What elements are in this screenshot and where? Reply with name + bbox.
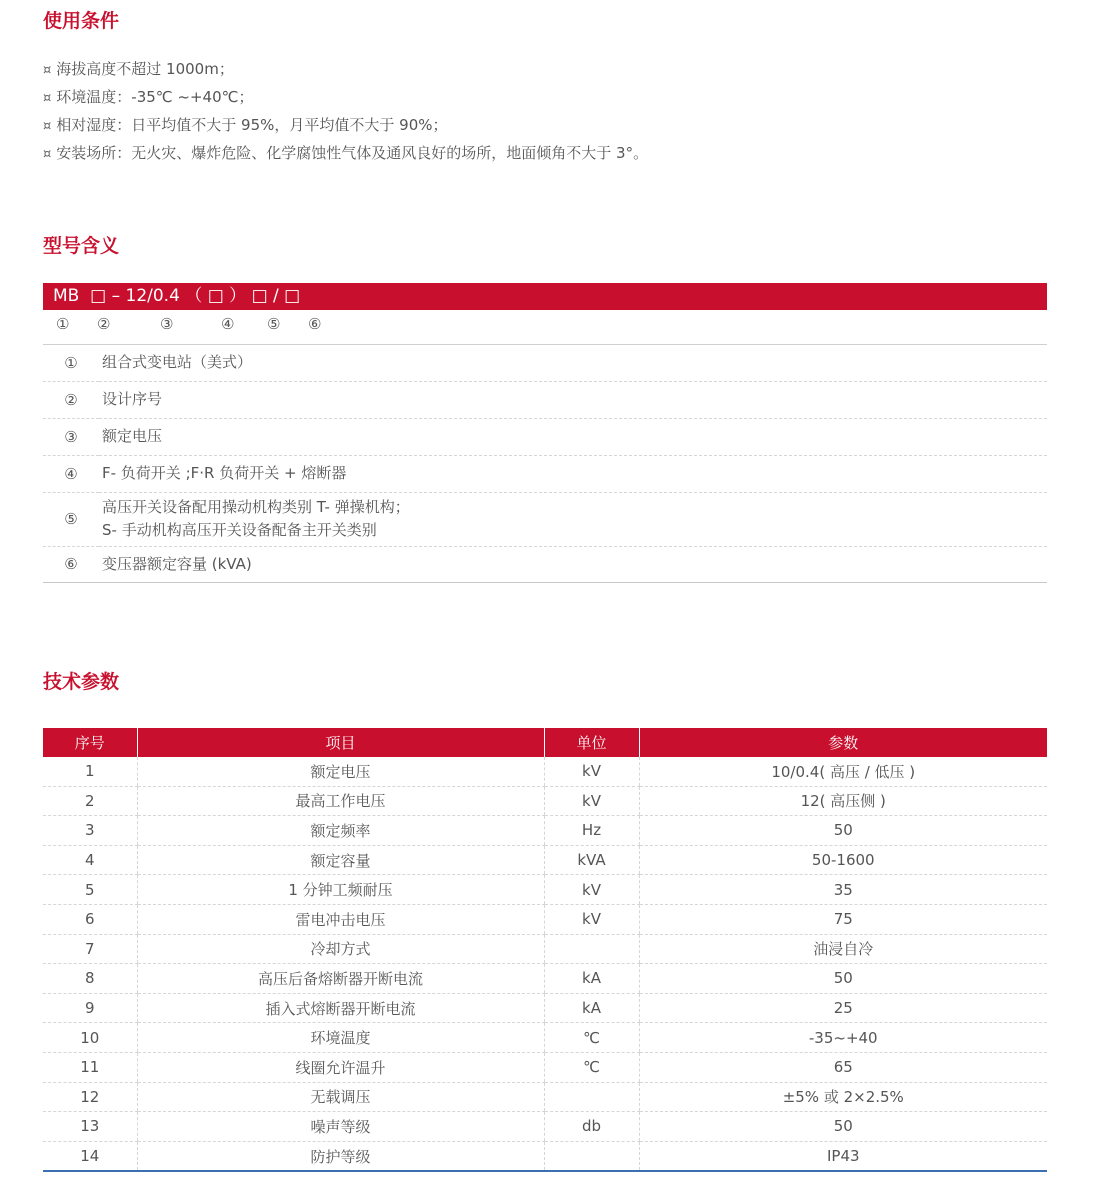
cell-item: 高压后备熔断器开断电流: [137, 964, 544, 994]
cell-index: 8: [43, 964, 137, 994]
meaning-row: [43, 345, 1047, 381]
cell-value: 油浸自冷: [639, 934, 1047, 964]
model-marker: ③: [160, 315, 174, 333]
cell-item: 防护等级: [137, 1141, 544, 1171]
cell-unit: ℃: [544, 1023, 639, 1053]
cell-unit: [544, 934, 639, 964]
meaning-marker: ⑥: [43, 546, 99, 582]
condition-item: ¤ 相对湿度：日平均值不大于 95%，月平均值不大于 90%；: [43, 116, 448, 134]
table-row: [43, 1141, 1047, 1171]
bullet-icon: ¤: [43, 119, 52, 134]
meaning-text: F- 负荷开关 ;F·R 负荷开关 + 熔断器: [99, 455, 1047, 492]
model-meaning-table: [43, 345, 1047, 583]
cell-index: 10: [43, 1023, 137, 1053]
cell-item: 最高工作电压: [137, 786, 544, 816]
model-marker: ①: [56, 315, 70, 333]
table-row: [43, 904, 1047, 934]
params-body: [43, 757, 1047, 1171]
cell-index: 4: [43, 845, 137, 875]
bullet-icon: ¤: [43, 147, 52, 162]
cell-unit: Hz: [544, 816, 639, 846]
cell-index: 5: [43, 875, 137, 905]
cell-value: 65: [639, 1052, 1047, 1082]
bullet-icon: ¤: [43, 91, 52, 106]
condition-item: ¤ 环境温度：-35℃ ~+40℃；: [43, 88, 254, 106]
table-row: [43, 757, 1047, 786]
cell-unit: [544, 1082, 639, 1112]
cell-item: 额定频率: [137, 816, 544, 846]
condition-item: ¤ 海拔高度不超过 1000m；: [43, 60, 234, 78]
cell-value: 12( 高压侧 ): [639, 786, 1047, 816]
table-row: [43, 1112, 1047, 1142]
meaning-row: [43, 492, 1047, 546]
cell-value: IP43: [639, 1141, 1047, 1171]
table-row: [43, 816, 1047, 846]
cell-item: 额定容量: [137, 845, 544, 875]
model-code-bar: MB □ – 12/0.4 （ □ ） □ / □: [43, 283, 1047, 310]
cell-value: 75: [639, 904, 1047, 934]
cell-index: 9: [43, 993, 137, 1023]
meaning-text: 额定电压: [99, 418, 1047, 455]
cell-item: 噪声等级: [137, 1112, 544, 1142]
cell-value: ±5% 或 2×2.5%: [639, 1082, 1047, 1112]
meaning-marker: ③: [43, 418, 99, 455]
cell-index: 3: [43, 816, 137, 846]
meaning-text: 组合式变电站（美式）: [99, 345, 1047, 381]
meaning-marker: ②: [43, 381, 99, 418]
cell-item: 无载调压: [137, 1082, 544, 1112]
cell-unit: kA: [544, 964, 639, 994]
conditions-list: [43, 56, 648, 168]
table-row: [43, 845, 1047, 875]
table-row: [43, 934, 1047, 964]
model-marker: ⑤: [267, 315, 281, 333]
header-item: 项目: [137, 728, 544, 757]
meaning-row: [43, 546, 1047, 582]
cell-index: 6: [43, 904, 137, 934]
conditions-title: 使用条件: [43, 10, 120, 32]
cell-index: 7: [43, 934, 137, 964]
cell-item: 线圈允许温升: [137, 1052, 544, 1082]
meaning-row: [43, 455, 1047, 492]
params-table: [43, 728, 1047, 1172]
model-marker: ②: [97, 315, 111, 333]
cell-unit: ℃: [544, 1052, 639, 1082]
cell-unit: kV: [544, 786, 639, 816]
table-row: [43, 875, 1047, 905]
cell-value: 25: [639, 993, 1047, 1023]
meaning-marker: ①: [43, 345, 99, 381]
cell-unit: [544, 1141, 639, 1171]
params-title: 技术参数: [43, 671, 120, 693]
cell-index: 1: [43, 757, 137, 786]
cell-index: 13: [43, 1112, 137, 1142]
cell-value: 50: [639, 1112, 1047, 1142]
cell-item: 环境温度: [137, 1023, 544, 1053]
cell-value: 10/0.4( 高压 / 低压 ): [639, 757, 1047, 786]
table-row: [43, 1052, 1047, 1082]
header-index: 序号: [43, 728, 137, 757]
model-marker-row: [43, 312, 1047, 345]
cell-item: 冷却方式: [137, 934, 544, 964]
cell-index: 2: [43, 786, 137, 816]
table-row: [43, 1082, 1047, 1112]
cell-unit: kVA: [544, 845, 639, 875]
cell-unit: kV: [544, 875, 639, 905]
cell-value: -35~+40: [639, 1023, 1047, 1053]
cell-value: 50-1600: [639, 845, 1047, 875]
cell-unit: kA: [544, 993, 639, 1023]
meaning-text: 变压器额定容量 (kVA): [99, 546, 1047, 582]
cell-value: 50: [639, 964, 1047, 994]
meaning-row: [43, 418, 1047, 455]
cell-item: 雷电冲击电压: [137, 904, 544, 934]
cell-item: 插入式熔断器开断电流: [137, 993, 544, 1023]
header-value: 参数: [639, 728, 1047, 757]
condition-item: ¤ 安装场所：无火灾、爆炸危险、化学腐蚀性气体及通风良好的场所，地面倾角不大于 3°。: [43, 144, 649, 162]
table-row: [43, 786, 1047, 816]
meaning-marker: ④: [43, 455, 99, 492]
model-title: 型号含义: [43, 235, 120, 257]
header-unit: 单位: [544, 728, 639, 757]
table-row: [43, 1023, 1047, 1053]
cell-value: 35: [639, 875, 1047, 905]
meaning-text: 高压开关设备配用操动机构类别 T- 弹操机构； S- 手动机构高压开关设备配备主开关类别: [99, 492, 1047, 546]
cell-unit: kV: [544, 904, 639, 934]
cell-index: 12: [43, 1082, 137, 1112]
meaning-row: [43, 381, 1047, 418]
params-header-row: [43, 728, 1047, 757]
cell-unit: kV: [544, 757, 639, 786]
model-marker: ④: [221, 315, 235, 333]
table-row: [43, 993, 1047, 1023]
meaning-marker: ⑤: [43, 492, 99, 546]
model-marker: ⑥: [308, 315, 322, 333]
cell-item: 1 分钟工频耐压: [137, 875, 544, 905]
bullet-icon: ¤: [43, 63, 52, 78]
meaning-text: 设计序号: [99, 381, 1047, 418]
cell-value: 50: [639, 816, 1047, 846]
table-row: [43, 964, 1047, 994]
cell-unit: db: [544, 1112, 639, 1142]
cell-item: 额定电压: [137, 757, 544, 786]
cell-index: 11: [43, 1052, 137, 1082]
cell-index: 14: [43, 1141, 137, 1171]
